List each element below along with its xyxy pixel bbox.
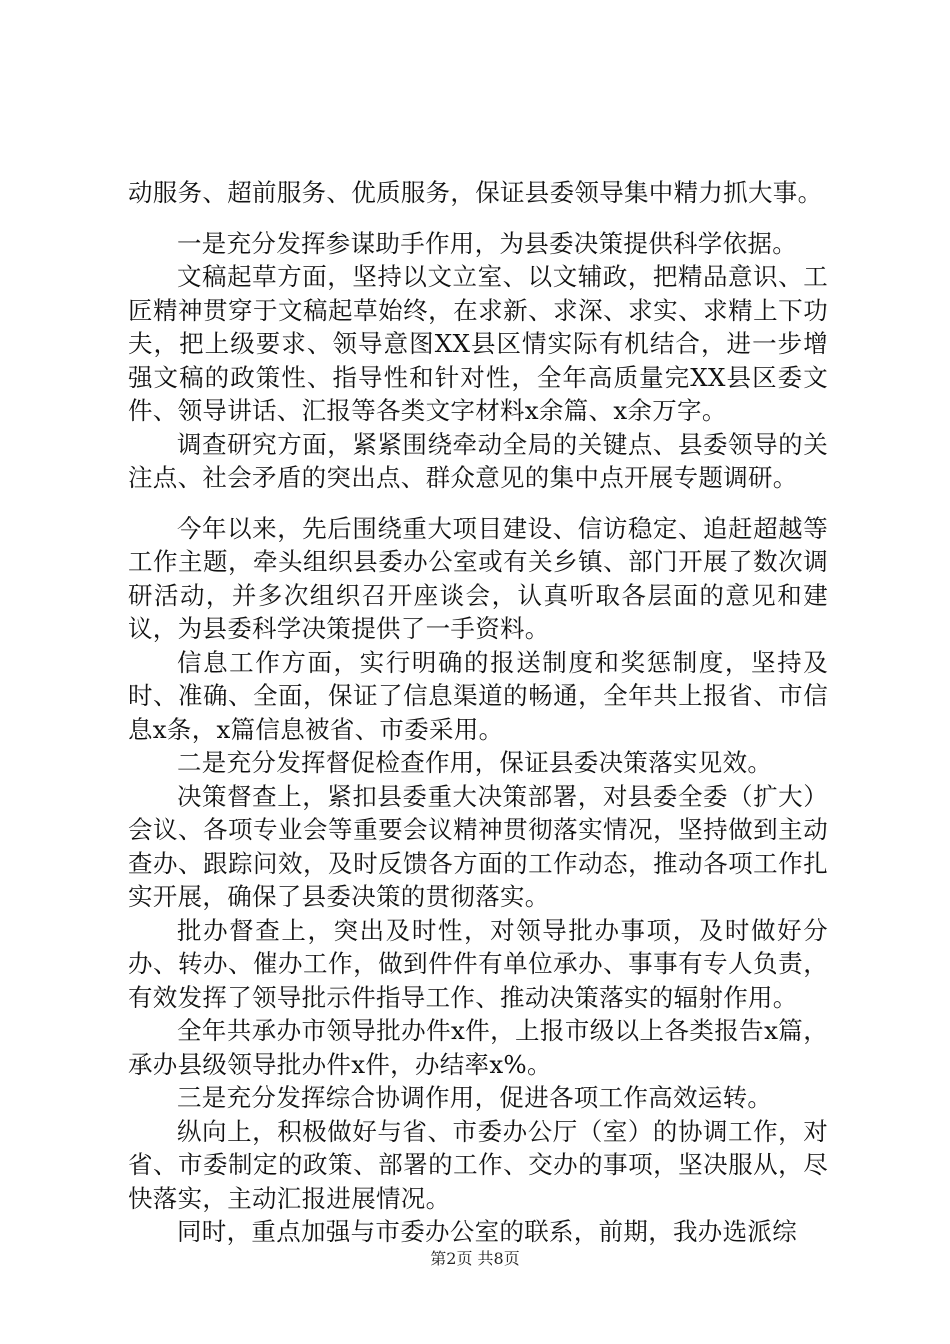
paragraph-annual-stats: 全年共承办市领导批办件x件，上报市级以上各类报告x篇，承办县级领导批办件x件，办结率x%。 xyxy=(128,1016,828,1079)
paragraph-heading-one: 一是充分发挥参谋助手作用，为县委决策提供科学依据。 xyxy=(177,228,797,258)
paragraph-heading-two: 二是充分发挥督促检查作用，保证县委决策落实见效。 xyxy=(177,748,773,777)
paragraph-decision-supervision: 决策督查上，紧扣县委重大决策部署，对县委全委（扩大）会议、各项专业会等重要会议精神贯彻落实情况，坚持做到主动查办、跟踪问效，及时反馈各方面的工作动态，推动各项工作扎实开展，确保了县委决策的贯彻落实。 xyxy=(128,781,828,911)
document-body xyxy=(128,176,828,1249)
paragraph-meanwhile: 同时，重点加强与市委办公室的联系，前期，我办选派综 xyxy=(177,1217,797,1246)
paragraph-drafting: 文稿起草方面，坚持以文立室、以文辅政，把精品意识、工匠精神贯穿于文稿起草始终，在求新、求深、求实、求精上下功夫，把上级要求、领导意图XX县区情实际有机结合，进一步增强文稿的政策性、指导性和针对性，全年高质量完XX县区委文件、领导讲话、汇报等各类文字材料x余篇、x余万字。 xyxy=(128,262,828,425)
paragraph-instruction-supervision: 批办督查上，突出及时性，对领导批办事项，及时做好分办、转办、催办工作，做到件件有单位承办、事事有专人负责，有效发挥了领导批示件指导工作、推动决策落实的辐射作用。 xyxy=(128,915,828,1012)
paragraph-continuation: 动服务、超前服务、优质服务，保证县委领导集中精力抓大事。 xyxy=(128,178,823,207)
paragraph-information: 信息工作方面，实行明确的报送制度和奖惩制度，坚持及时、准确、全面，保证了信息渠道的畅通，全年共上报省、市信息x条，x篇信息被省、市委采用。 xyxy=(128,647,828,744)
paragraph-research: 调查研究方面，紧紧围绕牵动全局的关键点、县委领导的关注点、社会矛盾的突出点、群众意见的集中点开展专题调研。 xyxy=(128,429,828,492)
paragraph-heading-three: 三是充分发挥综合协调作用，促进各项工作高效运转。 xyxy=(177,1083,773,1112)
paragraph-this-year: 今年以来，先后围绕重大项目建设、信访稳定、追赶超越等工作主题，牵头组织县委办公室或有关乡镇、部门开展了数次调研活动，并多次组织召开座谈会，认真听取各层面的意见和建议，为县委科学决策提供了一手资料。 xyxy=(128,513,828,643)
paragraph-vertical: 纵向上，积极做好与省、市委办公厅（室）的协调工作，对省、市委制定的政策、部署的工作、交办的事项，坚决服从，尽快落实，主动汇报进展情况。 xyxy=(128,1116,828,1213)
page-footer: 第2页 共8页 xyxy=(430,1249,520,1268)
